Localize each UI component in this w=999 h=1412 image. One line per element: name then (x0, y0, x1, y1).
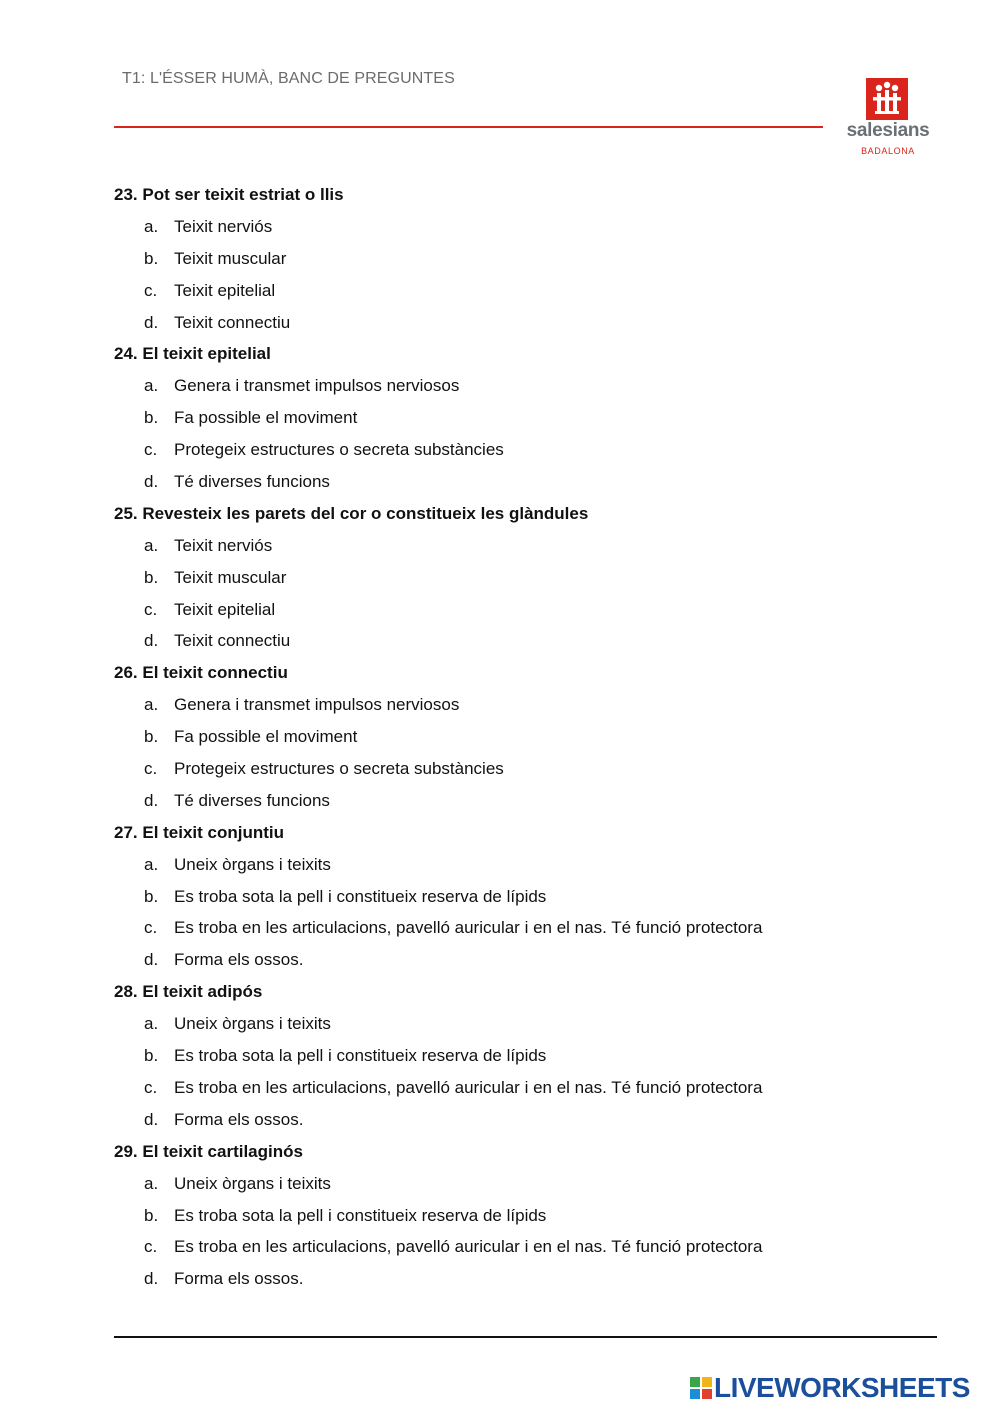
question-block (114, 341, 944, 500)
option-letter: a. (144, 854, 159, 874)
answer-option[interactable] (114, 405, 944, 437)
header-divider (114, 126, 823, 128)
option-letter: b. (144, 727, 159, 747)
option-letter: c. (144, 1237, 158, 1257)
question-block (114, 979, 944, 1138)
option-text: Teixit epitelial (174, 280, 276, 300)
option-text: Teixit epitelial (174, 599, 276, 619)
answer-option[interactable] (114, 692, 944, 724)
option-text: Es troba en les articulacions, pavelló auricular i en el nas. Té funció protectora (174, 1237, 763, 1257)
question-title: 24. El teixit epitelial (114, 344, 271, 364)
answer-option[interactable] (114, 533, 944, 565)
answer-option[interactable] (114, 1234, 944, 1266)
option-text: Protegeix estructures o secreta substàncies (174, 759, 504, 779)
option-text: Teixit muscular (174, 248, 287, 268)
question-title: 27. El teixit conjuntiu (114, 822, 285, 842)
option-text: Es troba en les articulacions, pavelló auricular i en el nas. Té funció protectora (174, 918, 763, 938)
option-text: Fa possible el moviment (174, 727, 358, 747)
answer-option[interactable] (114, 852, 944, 884)
option-text: Es troba en les articulacions, pavelló auricular i en el nas. Té funció protectora (174, 1077, 763, 1097)
option-text: Teixit muscular (174, 567, 287, 587)
option-letter: d. (144, 790, 159, 810)
answer-option[interactable] (114, 1011, 944, 1043)
answer-option[interactable] (114, 597, 944, 629)
logo-wordmark: salesians (846, 120, 930, 141)
answer-option[interactable] (114, 756, 944, 788)
option-letter: c. (144, 759, 158, 779)
option-text: Es troba sota la pell i constitueix reserva de lípids (174, 1046, 547, 1066)
salesians-emblem-icon (866, 78, 908, 120)
question-title: 23. Pot ser teixit estriat o llis (114, 185, 344, 204)
option-letter: c. (144, 440, 158, 460)
option-text: Uneix òrgans i teixits (174, 1014, 331, 1034)
option-letter: d. (144, 631, 159, 651)
page-header-title: T1: L'ÉSSER HUMÀ, BANC DE PREGUNTES (122, 70, 455, 87)
answer-option[interactable] (114, 884, 944, 916)
answer-option[interactable] (114, 469, 944, 501)
salesians-logo (838, 78, 938, 160)
option-letter: b. (144, 1205, 159, 1225)
answer-option[interactable] (114, 628, 944, 660)
option-letter: c. (144, 280, 158, 300)
option-text: Teixit connectiu (174, 631, 291, 651)
answer-option[interactable] (114, 1171, 944, 1203)
option-letter: b. (144, 1046, 159, 1066)
question-block (114, 820, 944, 979)
option-letter: c. (144, 1077, 158, 1097)
option-letter: a. (144, 695, 159, 715)
option-text: Teixit connectiu (174, 312, 291, 332)
option-letter: c. (144, 918, 158, 938)
answer-option[interactable] (114, 1107, 944, 1139)
option-letter: d. (144, 1269, 159, 1289)
option-text: Uneix òrgans i teixits (174, 1173, 331, 1193)
answer-option[interactable] (114, 1043, 944, 1075)
question-block (114, 660, 944, 819)
option-text: Teixit nerviós (174, 216, 273, 236)
answer-option[interactable] (114, 1075, 944, 1107)
logo-subtext: BADALONA (861, 146, 915, 156)
option-letter: b. (144, 408, 159, 428)
option-text: Uneix òrgans i teixits (174, 854, 331, 874)
option-letter: a. (144, 535, 159, 555)
option-letter: d. (144, 950, 159, 970)
answer-option[interactable] (114, 915, 944, 947)
question-title: 26. El teixit connectiu (114, 663, 288, 683)
answer-option[interactable] (114, 788, 944, 820)
answer-option[interactable] (114, 437, 944, 469)
option-text: Forma els ossos. (174, 1109, 304, 1129)
answer-option[interactable] (114, 373, 944, 405)
option-text: Genera i transmet impulsos nerviosos (174, 376, 460, 396)
liveworksheets-icon (690, 1377, 712, 1399)
option-letter: d. (144, 1109, 159, 1129)
answer-option[interactable] (114, 278, 944, 310)
answer-option[interactable] (114, 565, 944, 597)
question-title: 28. El teixit adipós (114, 982, 263, 1002)
option-letter: b. (144, 567, 159, 587)
option-text: Forma els ossos. (174, 1269, 304, 1289)
option-text: Genera i transmet impulsos nerviosos (174, 695, 460, 715)
question-list (114, 182, 944, 1298)
question-title: 29. El teixit cartilaginós (114, 1141, 303, 1161)
footer-divider (114, 1336, 937, 1338)
question-title: 25. Revesteix les parets del cor o constitueix les glàndules (114, 503, 589, 523)
option-letter: d. (144, 472, 159, 492)
option-letter: b. (144, 248, 159, 268)
option-letter: a. (144, 1173, 159, 1193)
option-letter: d. (144, 312, 159, 332)
liveworksheets-wordmark: LIVEWORKSHEETS (714, 1372, 970, 1403)
option-letter: a. (144, 376, 159, 396)
answer-option[interactable] (114, 724, 944, 756)
question-block (114, 182, 944, 341)
answer-option[interactable] (114, 214, 944, 246)
option-letter: a. (144, 216, 159, 236)
option-text: Té diverses funcions (174, 472, 330, 492)
option-letter: c. (144, 599, 158, 619)
answer-option[interactable] (114, 947, 944, 979)
question-block (114, 1139, 944, 1298)
option-letter: b. (144, 886, 159, 906)
option-text: Teixit nerviós (174, 535, 273, 555)
option-text: Forma els ossos. (174, 950, 304, 970)
answer-option[interactable] (114, 1203, 944, 1235)
liveworksheets-brand (690, 1368, 970, 1408)
option-text: Es troba sota la pell i constitueix reserva de lípids (174, 886, 547, 906)
option-text: Protegeix estructures o secreta substàncies (174, 440, 504, 460)
answer-option[interactable] (114, 1266, 944, 1298)
option-letter: a. (144, 1014, 159, 1034)
answer-option[interactable] (114, 246, 944, 278)
option-text: Fa possible el moviment (174, 408, 358, 428)
question-block (114, 501, 944, 660)
option-text: Té diverses funcions (174, 790, 330, 810)
answer-option[interactable] (114, 310, 944, 342)
option-text: Es troba sota la pell i constitueix reserva de lípids (174, 1205, 547, 1225)
